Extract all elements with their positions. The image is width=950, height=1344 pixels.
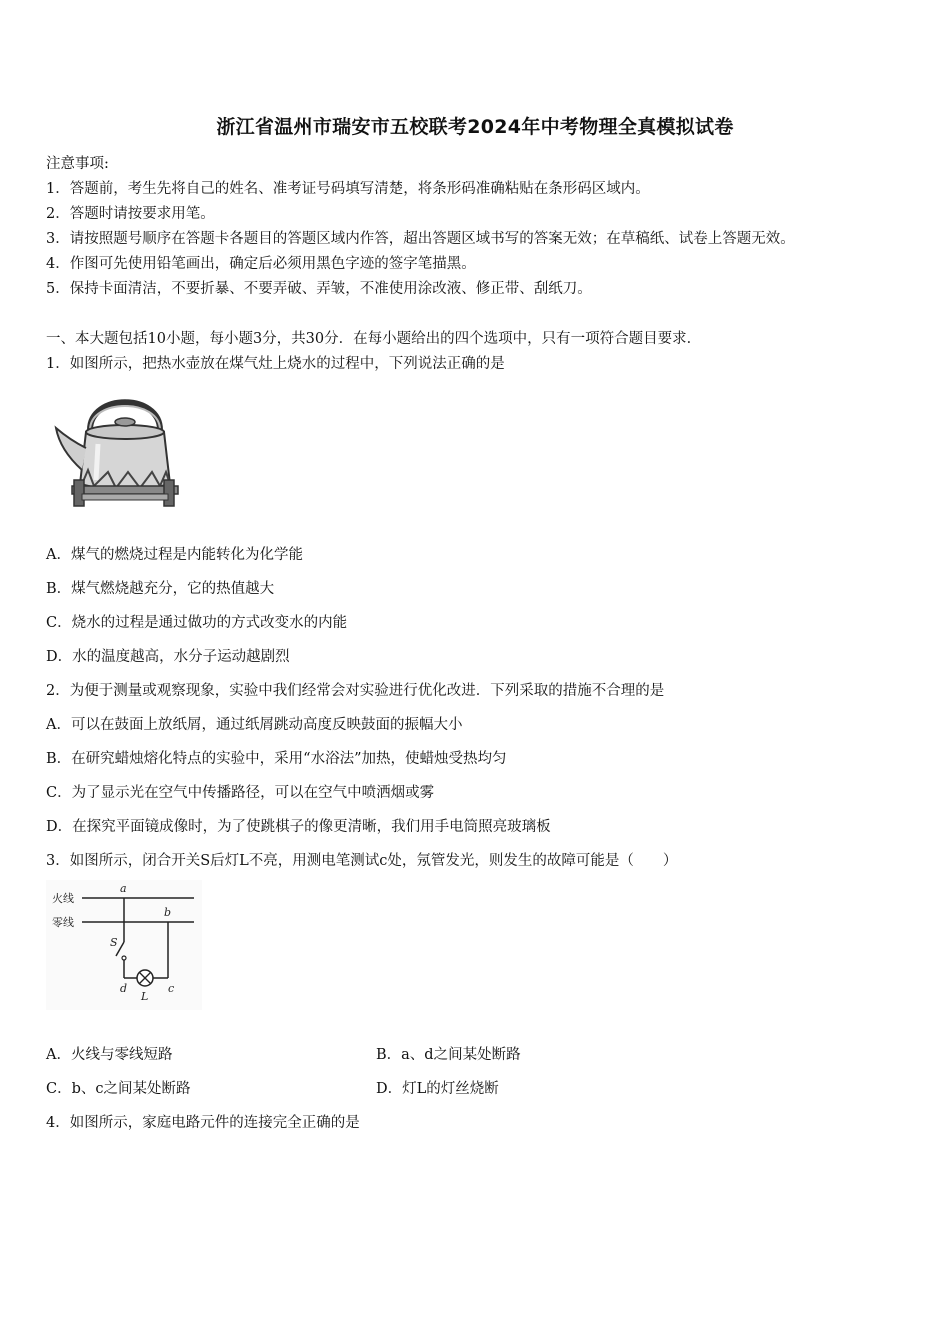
circuit-figure <box>46 880 202 1010</box>
notice-item: 3．请按照题号顺序在答题卡各题目的答题区域内作答，超出答题区域书写的答案无效；在草稿纸、试卷上答题无效。 <box>46 231 795 247</box>
point-d-label: d <box>120 982 128 995</box>
question-3-option-a: A．火线与零线短路 <box>46 1047 173 1063</box>
question-3-option-c: C．b、c之间某处断路 <box>46 1081 191 1097</box>
question-3-option-d: D．灯L的灯丝烧断 <box>376 1081 499 1097</box>
switch-label: S <box>110 936 118 949</box>
question-1-option-c: C．烧水的过程是通过做功的方式改变水的内能 <box>46 615 348 631</box>
question-1-stem: 1．如图所示，把热水壶放在煤气灶上烧水的过程中，下列说法正确的是 <box>46 356 505 372</box>
question-4-stem: 4．如图所示，家庭电路元件的连接完全正确的是 <box>46 1115 360 1131</box>
section-heading: 一、本大题包括10小题，每小题3分，共30分．在每小题给出的四个选项中，只有一项符合题目要求． <box>46 331 702 347</box>
live-wire-label: 火线 <box>52 892 74 905</box>
point-c-label: c <box>168 982 175 995</box>
lamp-label: L <box>141 990 149 1003</box>
notice-item: 2．答题时请按要求用笔。 <box>46 206 215 222</box>
kettle-on-stove-figure <box>52 388 182 510</box>
page-title: 浙江省温州市瑞安市五校联考2024年中考物理全真模拟试卷 <box>216 116 734 138</box>
question-1-option-d: D．水的温度越高，水分子运动越剧烈 <box>46 649 290 665</box>
question-3-option-b: B．a、d之间某处断路 <box>376 1047 521 1063</box>
question-1-option-b: B．煤气燃烧越充分，它的热值越大 <box>46 581 275 597</box>
question-2-option-d: D．在探究平面镜成像时，为了使跳棋子的像更清晰，我们用手电筒照亮玻璃板 <box>46 819 551 835</box>
point-a-label: a <box>120 882 127 895</box>
question-2-option-b: B．在研究蜡烛熔化特点的实验中，采用“水浴法”加热，使蜡烛受热均匀 <box>46 751 507 767</box>
notice-heading: 注意事项: <box>46 156 109 172</box>
question-2-option-c: C．为了显示光在空气中传播路径，可以在空气中喷洒烟或雾 <box>46 785 435 801</box>
neutral-wire-label: 零线 <box>52 916 74 929</box>
question-2-stem: 2．为便于测量或观察现象，实验中我们经常会对实验进行优化改进．下列采取的措施不合理的是 <box>46 683 665 699</box>
point-b-label: b <box>164 906 172 919</box>
question-3-stem: 3．如图所示，闭合开关S后灯L不亮，用测电笔测试c处，氖管发光，则发生的故障可能是（ ） <box>46 853 678 869</box>
notice-item: 5．保持卡面清洁，不要折暴、不要弄破、弄皱，不准使用涂改液、修正带、刮纸刀。 <box>46 281 592 297</box>
question-2-option-a: A．可以在鼓面上放纸屑，通过纸屑跳动高度反映鼓面的振幅大小 <box>46 717 463 733</box>
question-1-option-a: A．煤气的燃烧过程是内能转化为化学能 <box>46 547 303 563</box>
notice-item: 4．作图可先使用铅笔画出，确定后必须用黑色字迹的签字笔描黑。 <box>46 256 476 272</box>
notice-item: 1．答题前，考生先将自己的姓名、准考证号码填写清楚，将条形码准确粘贴在条形码区域内。 <box>46 181 650 197</box>
